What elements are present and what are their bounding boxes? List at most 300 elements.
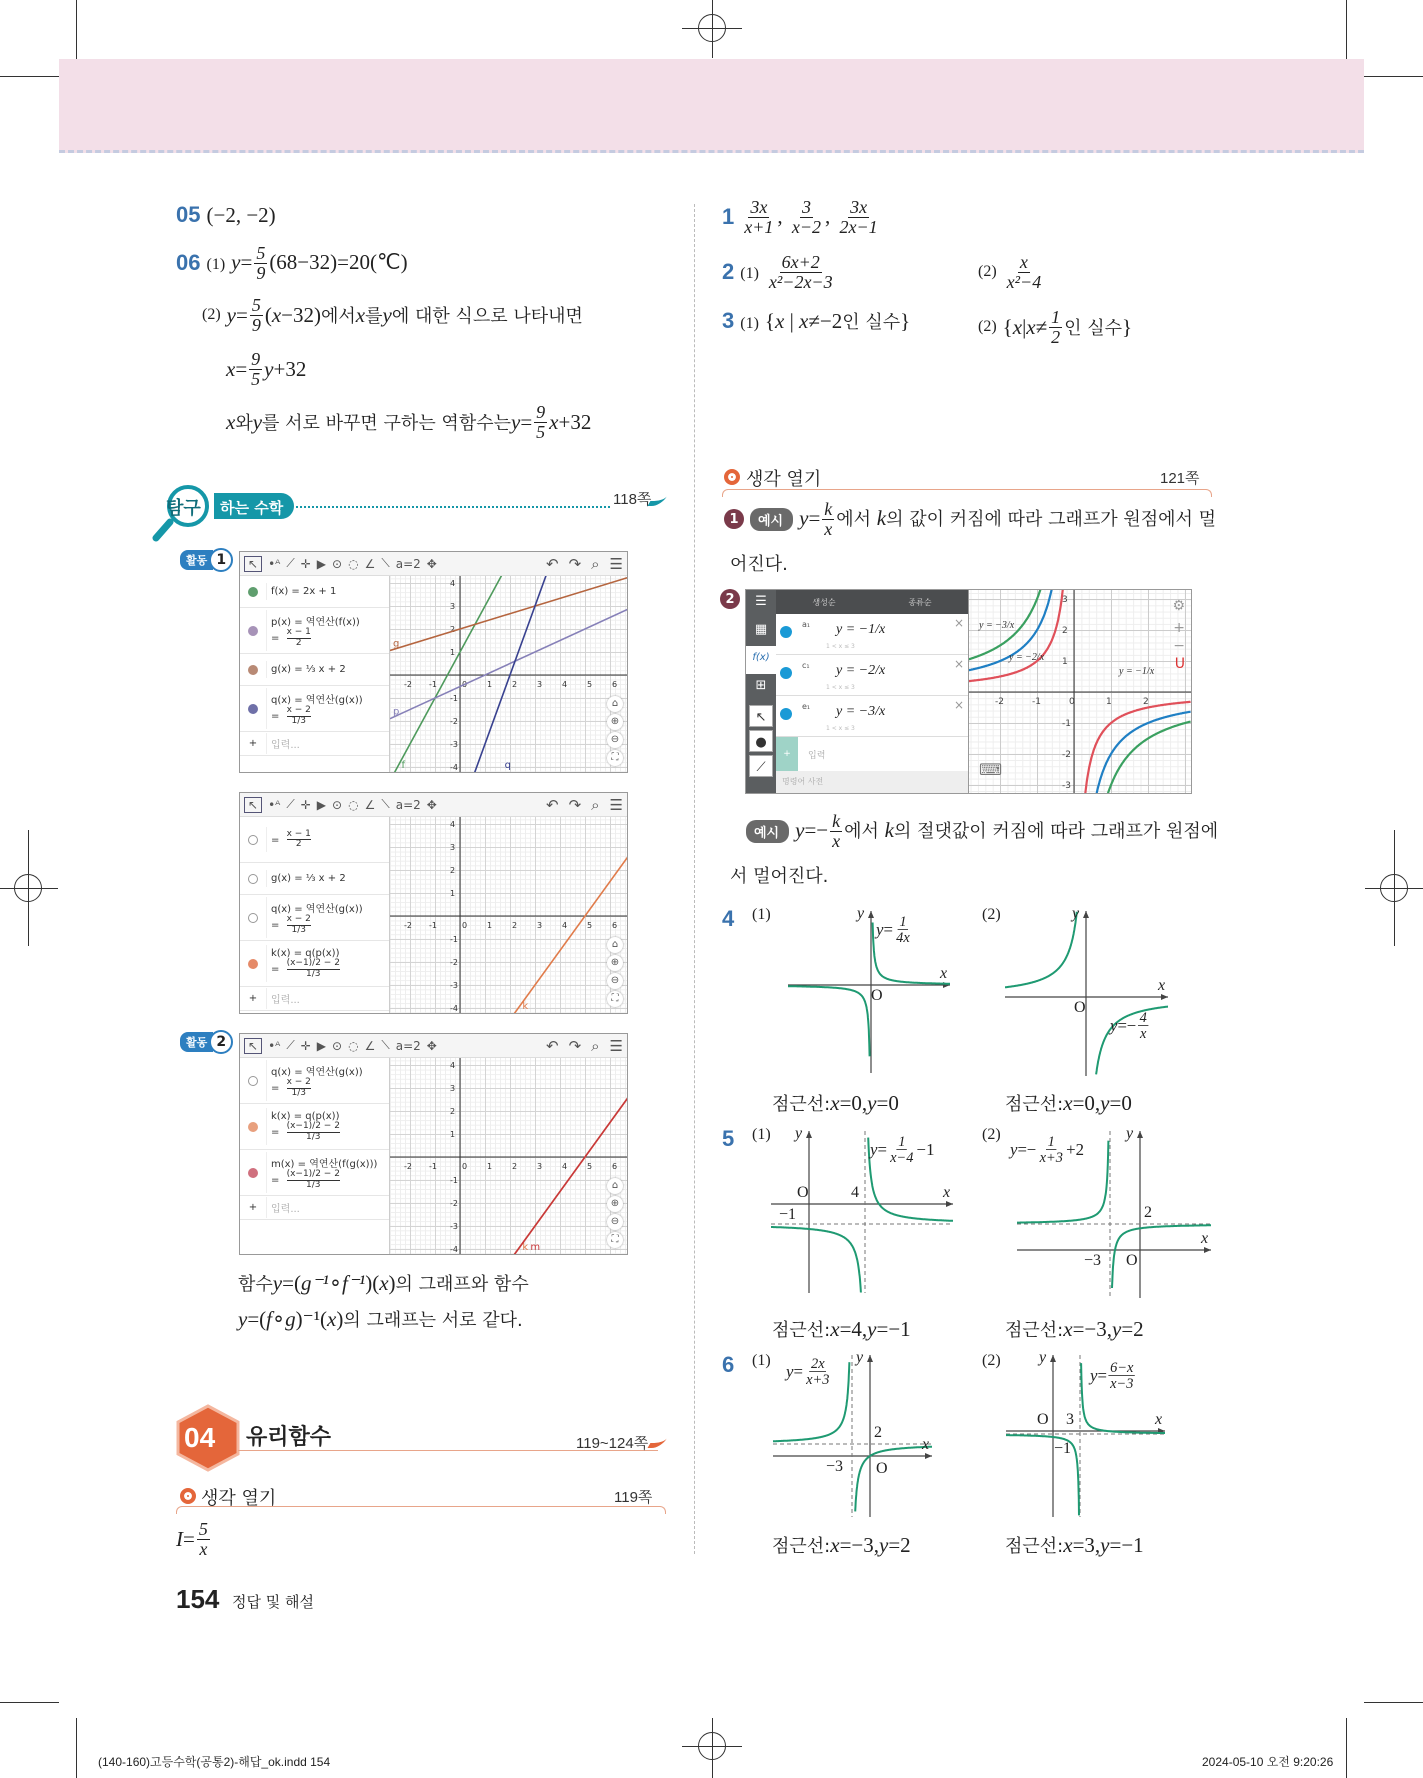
y-tick-label: 2 [450, 625, 456, 634]
tool-icon[interactable]: •ᴬ [268, 556, 281, 571]
graphics-view [390, 576, 628, 773]
curve-equation [1090, 1360, 1137, 1391]
search-icon[interactable]: ⌕ [591, 795, 600, 814]
result-fraction [287, 915, 311, 935]
denominator: 2 [1051, 326, 1061, 347]
text: 점근선: [772, 1094, 831, 1115]
search-icon[interactable]: ⌕ [591, 554, 600, 573]
y-axis-label: y [857, 905, 865, 922]
tool-icon[interactable]: ◌ [348, 797, 359, 812]
math-variable: y [876, 919, 884, 939]
tool-icon[interactable]: ⟍ [381, 797, 390, 811]
tool-icon[interactable]: ⟋ [286, 1038, 295, 1052]
tool-icon[interactable]: ⊙ [332, 797, 343, 812]
expression[interactable]: y = −2/x [836, 663, 886, 678]
color-dot[interactable] [248, 874, 258, 884]
visibility-toggle[interactable] [240, 665, 266, 675]
think-title: 생각 열기 [746, 469, 822, 490]
algebra-entry[interactable] [240, 1150, 389, 1196]
curve-equation [786, 1356, 833, 1387]
numerator: (x−1)/2 − 2 [286, 1121, 340, 1132]
tool-icon[interactable]: •ᴬ [268, 797, 281, 812]
add-icon[interactable]: + [776, 737, 798, 771]
search-icon[interactable]: ⌕ [591, 1036, 600, 1055]
explore-title: 하는 수학 [214, 493, 294, 519]
visibility-toggle[interactable] [240, 587, 266, 597]
text: = [808, 505, 821, 530]
think-page: 121쪽 [1160, 470, 1200, 487]
think-rule [722, 489, 1212, 497]
text: −32) [281, 302, 321, 327]
text: −1 [916, 1139, 935, 1159]
tick-label: 4 [851, 1184, 859, 1201]
text: =0, [1072, 1090, 1101, 1115]
numerator: 5 [256, 243, 266, 263]
hyperbola-branch [771, 1227, 861, 1293]
math-variable: y [795, 817, 805, 842]
x-tick-label: 1 [1106, 697, 1112, 707]
text: =( [282, 1270, 301, 1295]
math-variable: f [266, 1306, 273, 1331]
table-icon[interactable]: ▦ [754, 622, 768, 637]
tool-icon[interactable]: ⟍ [381, 556, 390, 570]
definition: f(x) = 2x + 1 [271, 586, 337, 597]
visibility-toggle[interactable] [240, 1076, 266, 1086]
add-icon[interactable]: + [248, 738, 258, 749]
result: = $\frac{x - 2}{1/3}$ [271, 705, 311, 726]
item-text [730, 550, 788, 576]
tool-icon[interactable]: ✛ [300, 1038, 311, 1053]
denominator: x²−2x−3 [768, 271, 833, 292]
tool-icon[interactable]: ✥ [426, 797, 437, 812]
input-bar[interactable] [240, 987, 389, 1011]
definition: k(x) = q(p(x)) [271, 948, 340, 960]
y-axis-label: y [856, 1349, 864, 1366]
zoom-out-icon[interactable]: ⊖ [607, 1214, 623, 1230]
origin-label: O [1074, 999, 1086, 1016]
algebra-entry[interactable] [240, 895, 389, 941]
header-band [59, 59, 1364, 153]
y-axis-arrow [1050, 1355, 1056, 1362]
think-title: 생각 열기 [201, 1488, 277, 1509]
fullscreen-icon[interactable]: ⛶ [607, 750, 623, 766]
tool-icon[interactable]: ▶ [316, 556, 327, 571]
sub-label: (2) [202, 306, 221, 324]
color-dot[interactable] [248, 959, 258, 969]
tool-icon[interactable]: ⊙ [332, 556, 343, 571]
text: { [764, 309, 775, 333]
registration-mark [14, 874, 42, 902]
menu-icon[interactable]: ☰ [755, 594, 767, 609]
entry-text [266, 1108, 389, 1145]
color-dot[interactable] [248, 913, 258, 923]
part-label: (1) [752, 906, 771, 923]
question-number: 1 [722, 204, 735, 230]
redo-icon[interactable]: ↷ [568, 795, 582, 814]
chapter-title: 유리함수 [246, 1425, 332, 1450]
expression-row[interactable] [776, 655, 968, 696]
expression-row[interactable] [776, 614, 968, 655]
fraction [805, 1356, 832, 1387]
x-axis-label: x [943, 1184, 951, 1201]
algebra-entry[interactable] [240, 654, 389, 686]
color-dot[interactable] [248, 626, 258, 636]
algebra-entry[interactable] [240, 576, 389, 608]
math-variable: x [830, 1090, 840, 1115]
denominator: 1/3 [291, 715, 306, 726]
text: = [235, 302, 248, 327]
tool-icon[interactable]: a=2 [395, 1038, 421, 1053]
tool-icon[interactable]: ▶ [316, 797, 327, 812]
home-icon[interactable]: ⌂ [607, 1178, 623, 1194]
tool-icon[interactable]: ∠ [364, 797, 376, 812]
input-placeholder[interactable]: 입력... [266, 733, 389, 754]
line-label: k [522, 1001, 529, 1012]
tick-label: 2 [1144, 1204, 1152, 1221]
entry-text [266, 688, 389, 729]
magnet-icon[interactable]: U [1174, 656, 1185, 672]
expression-id: a₁ [802, 620, 811, 629]
text: 점근선: [772, 1320, 831, 1341]
expression[interactable]: y = −3/x [836, 704, 886, 719]
curve-label: y = −2/x [1009, 652, 1045, 663]
tool-icon[interactable]: ⟍ [381, 1038, 390, 1052]
color-dot[interactable] [780, 626, 792, 638]
tool-icon[interactable]: •ᴬ [268, 1038, 281, 1053]
text: +32 [273, 356, 307, 381]
text: = [1097, 1365, 1107, 1385]
color-dot[interactable] [780, 708, 792, 720]
list-header [776, 590, 968, 614]
expression-row[interactable] [776, 696, 968, 737]
algebra-entry[interactable] [240, 686, 389, 732]
y-axis-arrow [1137, 1131, 1143, 1138]
algebra-view [240, 1058, 390, 1255]
text: ∘ [272, 1306, 286, 1331]
point-tool-icon[interactable]: ● [749, 730, 773, 752]
denominator: 2 [295, 637, 302, 648]
fullscreen-icon[interactable]: ⛶ [607, 991, 623, 1007]
origin-label: O [876, 1460, 888, 1477]
x-tick-label: 6 [612, 1162, 618, 1171]
text: =−3, [1072, 1316, 1112, 1341]
part-label: (2) [982, 1352, 1001, 1369]
fraction [895, 914, 912, 945]
tool-icon[interactable]: a=2 [395, 556, 421, 571]
result-fraction [287, 1170, 340, 1190]
denominator: x [1140, 1025, 1147, 1042]
text: +2 [1066, 1139, 1084, 1159]
zoom-out-icon[interactable]: ⊖ [607, 732, 623, 748]
expression[interactable]: y = −1/x [836, 622, 886, 637]
visibility-toggle[interactable] [240, 874, 266, 884]
function-line [390, 577, 628, 650]
text: = [520, 409, 533, 434]
math-variable: y [799, 505, 809, 530]
x-axis-label: x [940, 965, 948, 982]
input-placeholder[interactable]: 입력... [266, 988, 389, 1009]
x-tick-label: 5 [587, 1162, 593, 1171]
result: = $\frac{x - 1}{2}$ [271, 627, 311, 648]
fraction [1038, 1134, 1065, 1165]
undo-icon[interactable]: ↶ [545, 795, 559, 814]
answer-2 [722, 253, 837, 292]
fraction [254, 244, 267, 283]
crop-mark [0, 76, 59, 77]
tool-icon[interactable]: ↖ [244, 556, 262, 572]
input-placeholder[interactable]: 입력... [266, 1197, 389, 1218]
x-tick-label: -1 [1032, 697, 1041, 707]
select-tool-icon[interactable]: ↖ [749, 705, 773, 727]
add-icon[interactable]: + [248, 1202, 258, 1213]
delete-icon[interactable]: × [953, 616, 964, 630]
algebra-entry[interactable] [240, 941, 389, 987]
part-label: (1) [752, 1126, 771, 1143]
x-tick-label: -1 [429, 1162, 437, 1171]
visibility-toggle[interactable] [240, 959, 266, 969]
expression-input[interactable] [776, 737, 968, 771]
pen-stroke-icon [647, 1432, 670, 1448]
tool-icon[interactable]: ∠ [364, 1038, 376, 1053]
think-item-1 [724, 500, 1216, 539]
line-label: k [522, 1242, 529, 1253]
sub-label: (1) [206, 255, 226, 273]
line-label: m [530, 1242, 541, 1253]
color-dot[interactable] [248, 835, 258, 845]
undo-icon[interactable]: ↶ [545, 1036, 559, 1055]
text: =− [1117, 1015, 1137, 1035]
tool-icon[interactable]: ↖ [244, 797, 262, 813]
fraction [1109, 1360, 1136, 1391]
delete-icon[interactable]: × [953, 698, 964, 712]
denominator: x+3 [806, 1371, 830, 1388]
text: = [235, 356, 248, 381]
tool-icon[interactable]: ⟋ [286, 556, 295, 570]
numerator: x − 1 [286, 828, 311, 839]
menu-icon[interactable]: ☰ [609, 1036, 623, 1055]
tool-icon[interactable]: a=2 [395, 797, 421, 812]
numerator: 1 [1047, 1133, 1055, 1150]
algebra-entry[interactable] [240, 608, 389, 654]
fraction [889, 1134, 916, 1165]
tool-icon[interactable]: ▶ [316, 1038, 327, 1053]
color-dot[interactable] [248, 665, 258, 675]
algebra-entry[interactable] [240, 1058, 389, 1104]
algebra-entry[interactable] [240, 1104, 389, 1150]
geogebra-screenshot-1 [239, 551, 628, 773]
tool-icon[interactable]: ◌ [348, 1038, 359, 1053]
math-variable: y [238, 1306, 248, 1331]
visibility-toggle[interactable] [240, 1122, 266, 1132]
tool-icon[interactable]: ⊙ [332, 1038, 343, 1053]
x-tick-label: 0 [462, 921, 468, 930]
x-tick-label: -2 [995, 697, 1004, 707]
zoom-out-icon[interactable]: ⊖ [607, 973, 623, 989]
asymptote-answer [1005, 1316, 1144, 1342]
math-variable: x [355, 302, 366, 327]
visibility-toggle[interactable] [240, 913, 266, 923]
sub-label: (2) [978, 318, 997, 336]
curve-label: y = −1/x [1119, 666, 1155, 677]
color-dot[interactable] [248, 704, 258, 714]
line-tool-icon[interactable]: ⟋ [749, 755, 773, 777]
function-icon[interactable]: f(x) [746, 646, 776, 674]
answer-line [176, 1520, 212, 1559]
function-line [390, 855, 628, 1014]
denominator: x−2 [791, 216, 822, 237]
question-number: 2 [722, 259, 735, 285]
tool-icon[interactable]: ↖ [244, 1038, 262, 1054]
math-variable: y [1112, 1316, 1122, 1341]
color-dot[interactable] [248, 587, 258, 597]
tool-icon[interactable]: ◌ [348, 556, 359, 571]
tool-icon[interactable]: ✛ [300, 556, 311, 571]
asymptote-graph [788, 905, 950, 1073]
color-dot[interactable] [248, 1168, 258, 1178]
sort-tab[interactable]: 종류순 [908, 597, 932, 607]
x-tick-label: 4 [562, 1162, 568, 1171]
numerator: 3 [801, 197, 811, 217]
result: = $\frac{x - 2}{1/3}$ [271, 1077, 311, 1098]
undo-icon[interactable]: ↶ [545, 554, 559, 573]
zoom-in-icon[interactable]: ⊕ [607, 714, 623, 730]
home-icon[interactable]: ⌂ [607, 937, 623, 953]
menu-icon[interactable]: ☰ [609, 795, 623, 814]
graph-canvas [390, 1058, 628, 1255]
y-tick-label: 3 [450, 602, 456, 611]
text: 서 멀어진다. [730, 866, 829, 887]
y-axis-label: y [1072, 905, 1080, 922]
x-tick-label: 5 [587, 680, 593, 689]
zoom-in-icon[interactable]: ⊕ [607, 955, 623, 971]
algebra-entry[interactable] [240, 817, 389, 863]
color-dot[interactable] [248, 1076, 258, 1086]
definition: q(x) = 역연산(g(x)) [271, 1067, 363, 1079]
origin-label: O [871, 987, 883, 1004]
fraction [249, 350, 262, 389]
bullet-icon [180, 1488, 196, 1504]
denominator: x²−4 [1006, 271, 1042, 292]
answer-3 [722, 308, 910, 334]
expression-id: c₁ [802, 661, 810, 670]
input-placeholder[interactable]: 입력 [808, 750, 826, 761]
fraction [790, 198, 823, 237]
hyperbola-branch [1005, 912, 1077, 988]
numerator: x [1019, 252, 1028, 272]
text: 의 그래프와 함수 [395, 1274, 529, 1295]
math-variable: y [252, 409, 263, 434]
settings-icon[interactable]: ⚙ [1172, 598, 1185, 614]
denominator: 1/3 [306, 1179, 321, 1190]
visibility-toggle[interactable] [240, 626, 266, 636]
add-icon[interactable]: + [248, 993, 258, 1004]
math-variable: x [271, 302, 282, 327]
numerator: 1 [898, 1133, 906, 1150]
fraction [534, 403, 547, 442]
graphing-app-screenshot [745, 589, 1192, 794]
shapes-icon[interactable]: ⊞ [755, 678, 767, 693]
y-tick-label: 2 [1062, 626, 1068, 636]
curve-equation [1010, 1134, 1084, 1165]
zoom-in-icon[interactable]: + [1173, 620, 1185, 636]
math-variable: k [884, 817, 894, 842]
answer-part-1 [740, 308, 910, 334]
tool-icon[interactable]: ✥ [426, 556, 437, 571]
input-bar[interactable] [240, 1196, 389, 1220]
numerator: k [832, 811, 841, 831]
color-dot[interactable] [780, 667, 792, 679]
numerator: x − 2 [286, 705, 311, 716]
home-icon[interactable]: ⌂ [607, 696, 623, 712]
math-variable: y [264, 356, 274, 381]
y-tick-label: -4 [450, 763, 458, 772]
text: { [1002, 314, 1013, 339]
y-axis-arrow [868, 911, 874, 918]
denominator: 5 [251, 368, 261, 389]
visibility-toggle[interactable] [240, 704, 266, 714]
zoom-in-icon[interactable]: ⊕ [607, 1196, 623, 1212]
text: | [784, 309, 800, 333]
function-line [390, 609, 628, 719]
color-dot[interactable] [248, 1122, 258, 1132]
graphics-view [390, 1058, 628, 1255]
y-tick-label: -3 [1062, 781, 1071, 791]
y-tick-label: -1 [450, 1176, 458, 1185]
sort-tab[interactable]: 생성순 [812, 597, 836, 607]
x-axis-label: x [1158, 977, 1166, 994]
entry-text [266, 870, 389, 887]
fullscreen-icon[interactable]: ⛶ [607, 1232, 623, 1248]
math-variable: x [1063, 1090, 1073, 1115]
redo-icon[interactable]: ↷ [568, 554, 582, 573]
part-label: (2) [982, 1126, 1001, 1143]
visibility-toggle[interactable] [240, 835, 266, 845]
text: 에서 [321, 306, 356, 328]
zoom-out-icon[interactable]: − [1173, 638, 1185, 654]
answer-line [226, 350, 306, 389]
delete-icon[interactable]: × [953, 657, 964, 671]
asymptote-graph [1006, 1349, 1165, 1517]
tool-icon[interactable]: ∠ [364, 556, 376, 571]
text: 인 실수 [842, 312, 901, 333]
text: , [825, 203, 836, 228]
tool-icon[interactable]: ✥ [426, 1038, 437, 1053]
chapter-pages: 119~124쪽 [576, 1435, 649, 1452]
tool-icon[interactable]: ⟋ [286, 797, 295, 811]
x-tick-label: 1 [487, 1162, 493, 1171]
command-dictionary[interactable]: 명령어 사전 [776, 771, 968, 793]
visibility-toggle[interactable] [240, 1168, 266, 1178]
algebra-entry[interactable] [240, 863, 389, 895]
caption-line [238, 1270, 529, 1296]
input-bar[interactable] [240, 732, 389, 756]
print-timestamp: 2024-05-10 오전 9:20:26 [1202, 1755, 1334, 1769]
math-variable: y [1100, 1532, 1110, 1557]
redo-icon[interactable]: ↷ [568, 1036, 582, 1055]
text: ( [264, 302, 272, 327]
text: 의 절댓값이 커짐에 따라 그래프가 원점에 [893, 820, 1219, 842]
tool-icon[interactable]: ✛ [300, 797, 311, 812]
text: ) [336, 1306, 344, 1331]
tick-label: −1 [779, 1206, 797, 1223]
explore-page: 118쪽 [613, 491, 652, 508]
x-tick-label: 0 [1069, 697, 1075, 707]
keyboard-icon[interactable]: ⌨ [979, 760, 1003, 779]
menu-icon[interactable]: ☰ [609, 554, 623, 573]
activity-number: 2 [209, 1030, 233, 1054]
geogebra-screenshot-2 [239, 792, 628, 1014]
text: = [240, 249, 253, 274]
